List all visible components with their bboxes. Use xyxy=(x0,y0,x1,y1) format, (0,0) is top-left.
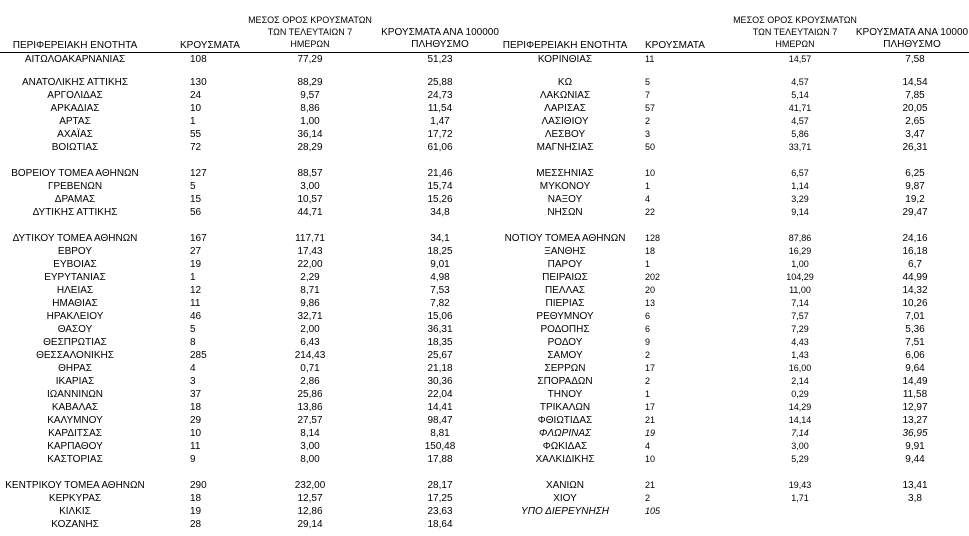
cases-value: 27 xyxy=(190,246,202,257)
cases-value: 29 xyxy=(190,415,202,426)
rate-per-10k-value: 3,8 xyxy=(908,493,922,504)
region-name: ΚΕΡΚΥΡΑΣ xyxy=(48,493,102,504)
avg-7day-value: 3,00 xyxy=(300,441,320,452)
rate-per-100k-value: 4,98 xyxy=(430,272,450,283)
header-avg-left-line1: ΜΕΣΟΣ ΟΡΟΣ ΚΡΟΥΣΜΑΤΩΝ xyxy=(248,15,372,25)
region-name: ΛΕΣΒΟΥ xyxy=(544,129,586,140)
avg-7day-value: 12,86 xyxy=(297,506,323,517)
region-name: ΘΕΣΠΡΩΤΙΑΣ xyxy=(43,337,107,348)
rate-per-10k-value: 6,06 xyxy=(905,350,925,361)
avg-7day-value: 6,43 xyxy=(300,337,320,348)
cases-value: 20 xyxy=(645,285,656,295)
cases-value: 202 xyxy=(645,272,661,282)
cases-value: 11 xyxy=(190,441,201,452)
cases-value: 18 xyxy=(645,246,656,256)
avg-7day-value: 29,14 xyxy=(297,519,323,530)
rate-per-10k-value: 11,58 xyxy=(902,389,928,400)
rate-per-10k-value: 13,27 xyxy=(902,415,928,426)
rate-per-100k-value: 61,06 xyxy=(427,142,453,153)
rate-per-10k-value: 12,97 xyxy=(902,402,928,413)
rate-per-10k-value: 7,85 xyxy=(905,90,925,101)
avg-7day-value: 4,57 xyxy=(791,77,809,87)
rate-per-10k-value: 10,26 xyxy=(902,298,928,309)
avg-7day-value: 44,71 xyxy=(297,207,323,218)
avg-7day-value: 8,00 xyxy=(300,454,320,465)
cases-value: 7 xyxy=(645,90,651,100)
avg-7day-value: 32,71 xyxy=(297,311,323,322)
rate-per-100k-value: 15,26 xyxy=(427,194,453,205)
header-avg-right xyxy=(725,14,865,50)
cases-value: 5 xyxy=(645,77,651,87)
avg-7day-value: 0,71 xyxy=(300,363,320,374)
region-name: ΑΡΓΟΛΙΔΑΣ xyxy=(47,90,103,101)
region-name: ΡΕΘΥΜΝΟΥ xyxy=(536,311,594,322)
rate-per-10k-value: 9,87 xyxy=(905,181,925,192)
region-name: ΤΗΝΟΥ xyxy=(547,389,583,400)
region-name: ΘΑΣΟΥ xyxy=(57,324,93,335)
rate-per-100k-value: 98,47 xyxy=(427,415,453,426)
cases-value: 17 xyxy=(645,363,656,373)
rate-per-100k-value: 1,47 xyxy=(430,116,450,127)
avg-7day-value: 1,00 xyxy=(791,259,809,269)
avg-7day-value: 36,14 xyxy=(297,129,323,140)
avg-7day-value: 3,00 xyxy=(791,441,809,451)
region-name: ΚΙΛΚΙΣ xyxy=(59,506,91,517)
region-name: ΚΟΖΑΝΗΣ xyxy=(51,519,99,530)
region-name: ΦΘΙΩΤΙΔΑΣ xyxy=(537,415,593,426)
region-name: ΠΑΡΟΥ xyxy=(547,259,583,270)
rate-per-10k-value: 36,95 xyxy=(902,428,928,439)
cases-value: 1 xyxy=(190,116,196,127)
cases-value: 1 xyxy=(645,181,651,191)
rate-per-100k-value: 34,8 xyxy=(430,207,450,218)
region-name: ΝΟΤΙΟΥ ΤΟΜΕΑ ΑΘΗΝΩΝ xyxy=(504,233,626,244)
cases-value: 11 xyxy=(190,298,201,309)
avg-7day-value: 88,29 xyxy=(297,77,323,88)
cases-value: 167 xyxy=(190,233,207,244)
rate-per-100k-value: 21,18 xyxy=(427,363,453,374)
cases-value: 10 xyxy=(645,454,656,464)
avg-7day-value: 33,71 xyxy=(788,142,812,152)
header-rate-right-line1: ΚΡΟΥΣΜΑΤΑ ΑΝΑ 10000 xyxy=(855,27,969,38)
avg-7day-value: 8,86 xyxy=(300,103,320,114)
header-rate-right xyxy=(852,27,969,51)
rate-per-10k-value: 14,32 xyxy=(902,285,928,296)
rate-per-10k-value: 3,47 xyxy=(905,129,925,140)
region-name: ΚΟΡΙΝΘΙΑΣ xyxy=(537,54,593,65)
cases-value: 285 xyxy=(190,350,207,361)
cases-value: 2 xyxy=(645,493,651,503)
header-cases-left: ΚΡΟΥΣΜΑΤΑ xyxy=(180,40,240,51)
avg-7day-value: 3,00 xyxy=(300,181,320,192)
cases-value: 9 xyxy=(645,337,651,347)
rate-per-100k-value: 17,25 xyxy=(427,493,453,504)
region-name: ΦΛΩΡΙΝΑΣ xyxy=(539,428,591,439)
rate-per-10k-value: 20,05 xyxy=(902,103,928,114)
header-rate-left xyxy=(375,27,505,51)
rate-per-10k-value: 7,58 xyxy=(905,54,925,65)
region-name: ΘΕΣΣΑΛΟΝΙΚΗΣ xyxy=(36,350,114,361)
cases-value: 6 xyxy=(645,311,651,321)
avg-7day-value: 11,00 xyxy=(789,285,811,295)
avg-7day-value: 8,14 xyxy=(300,428,320,439)
avg-7day-value: 4,57 xyxy=(791,116,809,126)
cases-value: 9 xyxy=(190,454,196,465)
cases-value: 5 xyxy=(190,181,196,192)
cases-value: 18 xyxy=(190,402,202,413)
cases-value: 21 xyxy=(645,480,656,490)
rate-per-10k-value: 7,51 xyxy=(905,337,925,348)
avg-7day-value: 16,00 xyxy=(788,363,812,373)
cases-value: 56 xyxy=(190,207,202,218)
cases-value: 17 xyxy=(645,402,656,412)
region-name: ΠΕΛΛΑΣ xyxy=(544,285,586,296)
cases-value: 105 xyxy=(645,506,661,516)
cases-value: 13 xyxy=(645,298,656,308)
region-name: ΛΑΚΩΝΙΑΣ xyxy=(539,90,591,101)
region-name: ΝΗΣΩΝ xyxy=(547,207,583,218)
rate-per-10k-value: 9,64 xyxy=(905,363,925,374)
avg-7day-value: 7,29 xyxy=(791,324,809,334)
region-name: ΜΑΓΝΗΣΙΑΣ xyxy=(536,142,594,153)
cases-value: 290 xyxy=(190,480,207,491)
cases-value: 2 xyxy=(645,376,651,386)
cases-value: 12 xyxy=(190,285,202,296)
cases-value: 108 xyxy=(190,54,207,65)
rate-per-10k-value: 6,7 xyxy=(908,259,922,270)
cases-value: 55 xyxy=(190,129,202,140)
avg-7day-value: 9,86 xyxy=(300,298,320,309)
avg-7day-value: 16,29 xyxy=(788,246,812,256)
region-name: ΒΟΙΩΤΙΑΣ xyxy=(51,142,99,153)
avg-7day-value: 10,57 xyxy=(297,194,323,205)
avg-7day-value: 14,29 xyxy=(788,402,812,412)
rate-per-100k-value: 7,53 xyxy=(430,285,450,296)
cases-value: 4 xyxy=(645,194,651,204)
region-name: ΠΙΕΡΙΑΣ xyxy=(545,298,585,309)
rate-per-100k-value: 24,73 xyxy=(427,90,453,101)
region-name: ΞΑΝΘΗΣ xyxy=(544,246,586,257)
rate-per-10k-value: 13,41 xyxy=(902,480,928,491)
region-name: ΚΑΡΠΑΘΟΥ xyxy=(47,441,103,452)
cases-value: 5 xyxy=(190,324,196,335)
rate-per-100k-value: 25,67 xyxy=(427,350,453,361)
region-name: ΚΩ xyxy=(557,77,573,88)
avg-7day-value: 77,29 xyxy=(297,54,323,65)
rate-per-10k-value: 26,31 xyxy=(902,142,928,153)
cases-value: 2 xyxy=(645,350,651,360)
region-name: ΜΥΚΟΝΟΥ xyxy=(539,181,591,192)
avg-7day-value: 0,29 xyxy=(791,389,809,399)
cases-value: 37 xyxy=(190,389,202,400)
header-avg-left-line3: ΗΜΕΡΩΝ xyxy=(290,39,330,49)
cases-value: 19 xyxy=(190,506,202,517)
region-name: ΧΑΛΚΙΔΙΚΗΣ xyxy=(535,454,595,465)
avg-7day-value: 5,29 xyxy=(791,454,809,464)
header-avg-right-line3: ΗΜΕΡΩΝ xyxy=(775,39,815,49)
rate-per-10k-value: 6,25 xyxy=(905,168,925,179)
region-name: ΑΙΤΩΛΟΑΚΑΡΝΑΝΙΑΣ xyxy=(24,54,126,65)
region-name: ΔΥΤΙΚΟΥ ΤΟΜΕΑ ΑΘΗΝΩΝ xyxy=(12,233,138,244)
region-name: ΘΗΡΑΣ xyxy=(58,363,92,374)
region-name: ΔΥΤΙΚΗΣ ΑΤΤΙΚΗΣ xyxy=(32,207,118,218)
rate-per-100k-value: 25,88 xyxy=(427,77,453,88)
rate-per-10k-value: 2,65 xyxy=(905,116,925,127)
region-name: ΑΝΑΤΟΛΙΚΗΣ ΑΤΤΙΚΗΣ xyxy=(21,77,129,88)
avg-7day-value: 117,71 xyxy=(295,233,325,244)
avg-7day-value: 5,14 xyxy=(791,90,809,100)
header-rate-left-line2: ΠΛΗΘΥΣΜΟ xyxy=(411,39,469,50)
region-name: ΙΚΑΡΙΑΣ xyxy=(55,376,95,387)
cases-value: 4 xyxy=(190,363,196,374)
rate-per-100k-value: 34,1 xyxy=(430,233,450,244)
header-avg-right-line1: ΜΕΣΟΣ ΟΡΟΣ ΚΡΟΥΣΜΑΤΩΝ xyxy=(733,15,857,25)
rate-per-100k-value: 21,46 xyxy=(427,168,453,179)
rate-per-10k-value: 7,01 xyxy=(905,311,925,322)
region-name: ΚΑΣΤΟΡΙΑΣ xyxy=(47,454,103,465)
cases-value: 11 xyxy=(645,54,655,64)
rate-per-100k-value: 18,35 xyxy=(427,337,453,348)
rate-per-100k-value: 15,06 xyxy=(427,311,453,322)
avg-7day-value: 27,57 xyxy=(297,415,323,426)
avg-7day-value: 9,14 xyxy=(791,207,809,217)
avg-7day-value: 5,86 xyxy=(791,129,809,139)
avg-7day-value: 2,86 xyxy=(300,376,320,387)
rate-per-100k-value: 11,54 xyxy=(427,103,453,114)
avg-7day-value: 14,57 xyxy=(788,54,812,64)
avg-7day-value: 14,14 xyxy=(788,415,812,425)
avg-7day-value: 3,29 xyxy=(791,194,809,204)
region-name: ΕΒΡΟΥ xyxy=(57,246,93,257)
region-name: ΡΟΔΟΠΗΣ xyxy=(540,324,590,335)
region-name: ΜΕΣΣΗΝΙΑΣ xyxy=(536,168,594,179)
region-name: ΝΑΞΟΥ xyxy=(547,194,583,205)
cases-value: 10 xyxy=(190,103,202,114)
cases-value: 1 xyxy=(645,259,651,269)
header-avg-left xyxy=(245,14,375,50)
avg-7day-value: 214,43 xyxy=(294,350,326,361)
region-name: ΛΑΡΙΣΑΣ xyxy=(544,103,586,114)
avg-7day-value: 22,00 xyxy=(297,259,323,270)
region-name: ΒΟΡΕΙΟΥ ΤΟΜΕΑ ΑΘΗΝΩΝ xyxy=(11,168,139,179)
region-name: ΕΥΡΥΤΑΝΙΑΣ xyxy=(44,272,106,283)
avg-7day-value: 7,14 xyxy=(791,428,809,438)
avg-7day-value: 104,29 xyxy=(786,272,814,282)
region-name: ΗΡΑΚΛΕΙΟΥ xyxy=(46,311,104,322)
cases-value: 21 xyxy=(645,415,656,425)
rate-per-100k-value: 17,72 xyxy=(427,129,453,140)
avg-7day-value: 19,43 xyxy=(788,480,812,490)
region-name: ΚΕΝΤΡΙΚΟΥ ΤΟΜΕΑ ΑΘΗΝΩΝ xyxy=(5,480,145,491)
avg-7day-value: 2,14 xyxy=(791,376,809,386)
region-name: ΠΕΙΡΑΙΩΣ xyxy=(542,272,588,283)
rate-per-100k-value: 22,04 xyxy=(427,389,453,400)
region-name: ΗΛΕΙΑΣ xyxy=(56,285,94,296)
cases-value: 128 xyxy=(645,233,661,243)
rate-per-100k-value: 23,63 xyxy=(427,506,453,517)
rate-per-100k-value: 30,36 xyxy=(427,376,453,387)
region-name: ΛΑΣΙΘΙΟΥ xyxy=(541,116,589,127)
cases-value: 19 xyxy=(645,428,656,438)
rate-per-10k-value: 9,91 xyxy=(905,441,925,452)
avg-7day-value: 88,57 xyxy=(297,168,323,179)
rate-per-10k-value: 19,2 xyxy=(905,194,925,205)
avg-7day-value: 17,43 xyxy=(297,246,323,257)
region-name: ΤΡΙΚΑΛΩΝ xyxy=(539,402,591,413)
avg-7day-value: 2,00 xyxy=(300,324,320,335)
cases-value: 57 xyxy=(645,103,656,113)
rate-per-10k-value: 9,44 xyxy=(905,454,925,465)
rate-per-10k-value: 14,54 xyxy=(902,77,928,88)
region-name: ΙΩΑΝΝΙΝΩΝ xyxy=(46,389,104,400)
rate-per-100k-value: 18,25 xyxy=(427,246,453,257)
rate-per-100k-value: 150,48 xyxy=(424,441,456,452)
rate-per-100k-value: 28,17 xyxy=(427,480,453,491)
avg-7day-value: 1,43 xyxy=(791,350,809,360)
avg-7day-value: 232,00 xyxy=(294,480,326,491)
cases-value: 72 xyxy=(190,142,202,153)
region-name: ΣΕΡΡΩΝ xyxy=(544,363,586,374)
region-name: ΗΜΑΘΙΑΣ xyxy=(52,298,98,309)
cases-value: 24 xyxy=(190,90,202,101)
avg-7day-value: 8,71 xyxy=(300,285,320,296)
rate-per-10k-value: 5,36 xyxy=(905,324,925,335)
cases-value: 6 xyxy=(645,324,651,334)
avg-7day-value: 9,57 xyxy=(300,90,320,101)
rate-per-10k-value: 24,16 xyxy=(902,233,928,244)
header-rate-right-line2: ΠΛΗΘΥΣΜΟ xyxy=(883,39,941,50)
cases-value: 4 xyxy=(645,441,651,451)
rate-per-100k-value: 36,31 xyxy=(427,324,453,335)
cases-value: 19 xyxy=(190,259,202,270)
region-name: ΧΑΝΙΩΝ xyxy=(545,480,585,491)
header-region-right: ΠΕΡΙΦΕΡΕΙΑΚΗ ΕΝΟΤΗΤΑ xyxy=(502,40,628,51)
header-avg-left-line2: ΤΩΝ ΤΕΛΕΥΤΑΙΩΝ 7 xyxy=(267,27,353,37)
cases-value: 1 xyxy=(645,389,651,399)
rate-per-100k-value: 14,41 xyxy=(427,402,453,413)
region-name: ΓΡΕΒΕΝΩΝ xyxy=(47,181,103,192)
avg-7day-value: 13,86 xyxy=(297,402,323,413)
header-region-left: ΠΕΡΙΦΕΡΕΙΑΚΗ ΕΝΟΤΗΤΑ xyxy=(12,40,138,51)
avg-7day-value: 25,86 xyxy=(297,389,323,400)
avg-7day-value: 6,57 xyxy=(791,168,809,178)
avg-7day-value: 87,86 xyxy=(788,233,812,243)
rate-per-10k-value: 16,18 xyxy=(902,246,928,257)
rate-per-10k-value: 44,99 xyxy=(902,272,928,283)
cases-value: 46 xyxy=(190,311,202,322)
header-avg-right-line2: ΤΩΝ ΤΕΛΕΥΤΑΙΩΝ 7 xyxy=(752,27,838,37)
cases-value: 127 xyxy=(190,168,207,179)
cases-value: 3 xyxy=(190,376,196,387)
avg-7day-value: 41,71 xyxy=(788,103,812,113)
header-cases-right: ΚΡΟΥΣΜΑΤΑ xyxy=(645,40,705,51)
cases-value: 10 xyxy=(190,428,202,439)
region-name: ΑΡΤΑΣ xyxy=(59,116,91,127)
rate-per-100k-value: 17,88 xyxy=(427,454,453,465)
cases-value: 22 xyxy=(645,207,656,217)
avg-7day-value: 1,00 xyxy=(300,116,320,127)
region-name: ΚΑΒΑΛΑΣ xyxy=(51,402,99,413)
cases-value: 1 xyxy=(190,272,196,283)
region-name: ΣΑΜΟΥ xyxy=(547,350,583,361)
cases-value: 130 xyxy=(190,77,207,88)
cases-value: 28 xyxy=(190,519,202,530)
region-name: ΕΥΒΟΙΑΣ xyxy=(53,259,97,270)
cases-value: 18 xyxy=(190,493,202,504)
avg-7day-value: 12,57 xyxy=(297,493,323,504)
avg-7day-value: 28,29 xyxy=(297,142,323,153)
region-name: ΡΟΔΟΥ xyxy=(547,337,583,348)
rate-per-100k-value: 15,74 xyxy=(427,181,453,192)
avg-7day-value: 4,43 xyxy=(791,337,809,347)
rate-per-100k-value: 7,82 xyxy=(430,298,450,309)
cases-value: 2 xyxy=(645,116,651,126)
region-name: ΚΑΡΔΙΤΣΑΣ xyxy=(48,428,102,439)
region-name: ΑΧΑΪΑΣ xyxy=(57,129,93,140)
rate-per-100k-value: 9,01 xyxy=(430,259,450,270)
avg-7day-value: 2,29 xyxy=(300,272,320,283)
cases-value: 3 xyxy=(645,129,651,139)
region-name: ΦΩΚΙΔΑΣ xyxy=(542,441,588,452)
region-name: ΧΙΟΥ xyxy=(553,493,577,504)
region-name: ΑΡΚΑΔΙΑΣ xyxy=(50,103,100,114)
rate-per-100k-value: 51,23 xyxy=(427,54,453,65)
rate-per-10k-value: 14,49 xyxy=(902,376,928,387)
region-name: ΥΠΟ ΔΙΕΡΕΥΝΗΣΗ xyxy=(521,506,609,517)
rate-per-100k-value: 8,81 xyxy=(430,428,450,439)
cases-value: 15 xyxy=(190,194,202,205)
header-rate-left-line1: ΚΡΟΥΣΜΑΤΑ ΑΝΑ 100000 xyxy=(381,27,499,38)
avg-7day-value: 7,14 xyxy=(791,298,809,308)
cases-value: 8 xyxy=(190,337,196,348)
rate-per-10k-value: 29,47 xyxy=(902,207,928,218)
cases-value: 50 xyxy=(645,142,656,152)
region-name: ΣΠΟΡΑΔΩΝ xyxy=(537,376,593,387)
region-name: ΔΡΑΜΑΣ xyxy=(54,194,96,205)
rate-per-100k-value: 18,64 xyxy=(427,519,453,530)
cases-value: 10 xyxy=(645,168,656,178)
avg-7day-value: 7,57 xyxy=(791,311,809,321)
avg-7day-value: 1,14 xyxy=(791,181,809,191)
avg-7day-value: 1,71 xyxy=(791,493,809,503)
region-name: ΚΑΛΥΜΝΟΥ xyxy=(47,415,103,426)
